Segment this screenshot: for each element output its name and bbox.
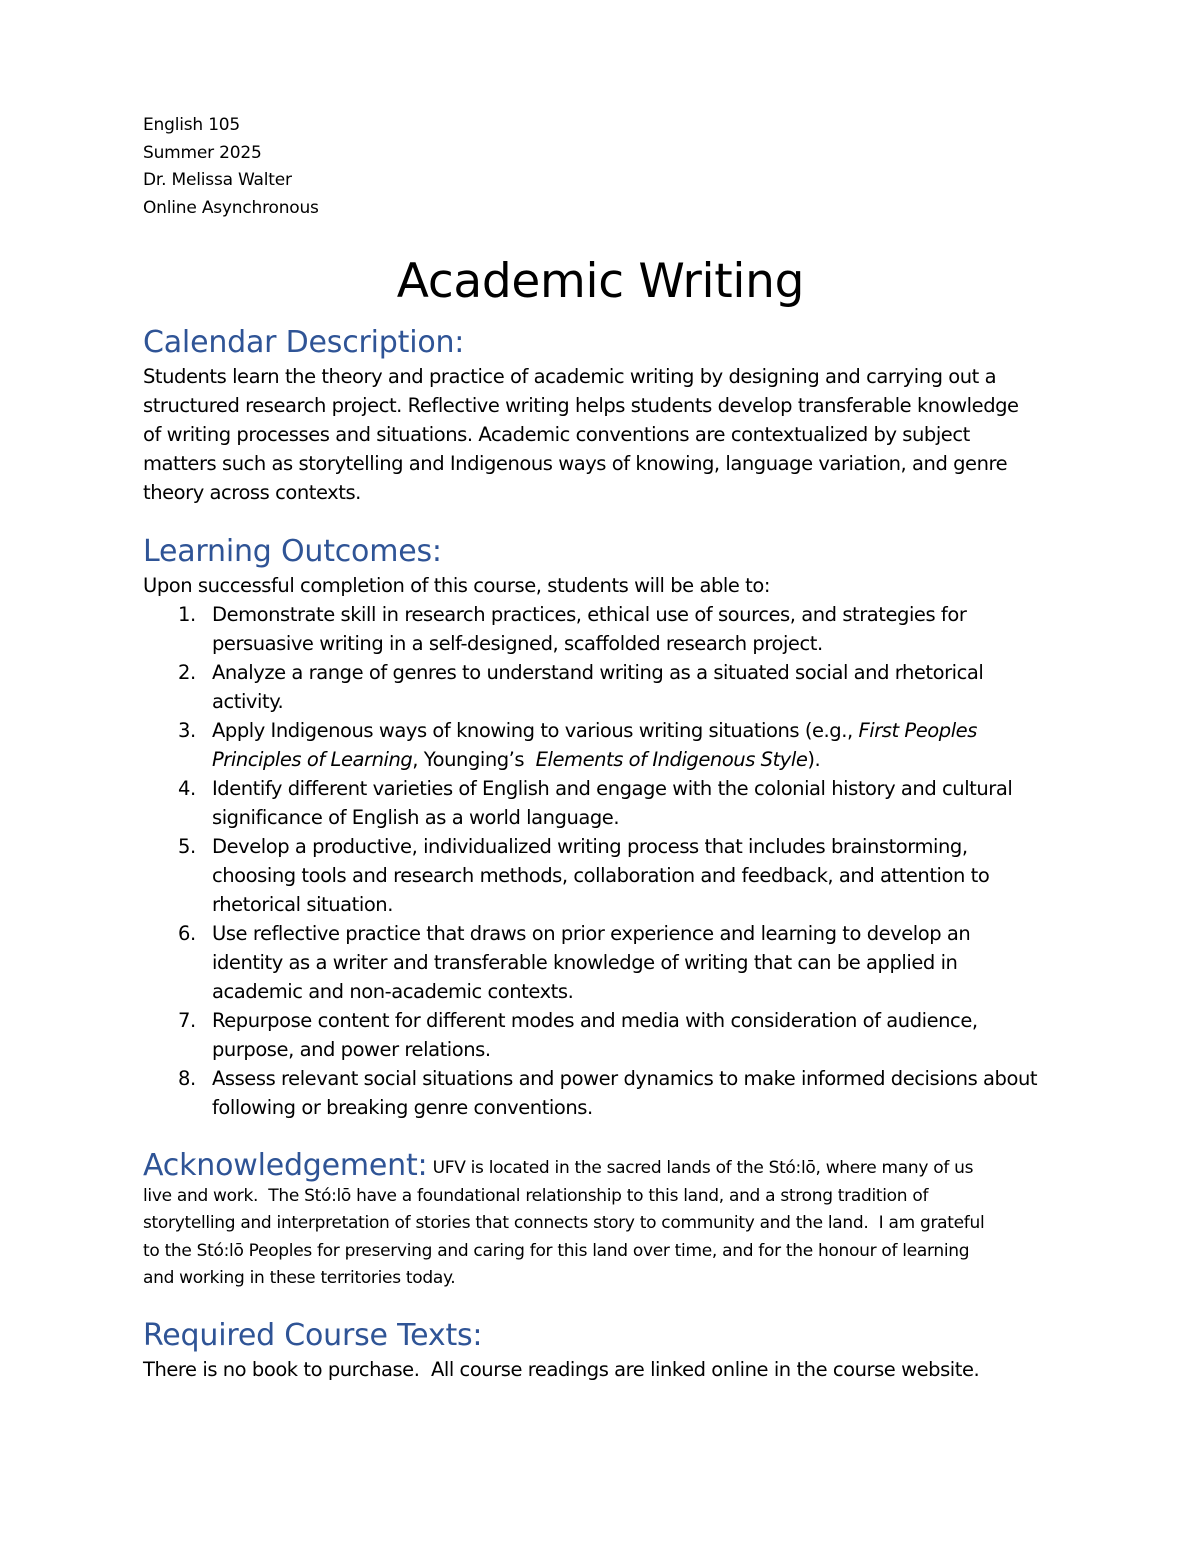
outcome-text-part: Apply Indigenous ways of knowing to various writing situations (e.g., <box>212 719 859 742</box>
course-format: Online Asynchronous <box>143 197 319 218</box>
required-texts-heading: Required Course Texts: <box>143 1317 483 1353</box>
outcome-text: following or breaking genre conventions. <box>212 1096 593 1119</box>
citation-title: First Peoples <box>858 719 977 742</box>
outcome-text: choosing tools and research methods, collaboration and feedback, and attention to <box>212 864 990 887</box>
course-header <box>143 112 1058 222</box>
calendar-description-text <box>143 362 1058 507</box>
course-term: Summer 2025 <box>143 142 262 163</box>
acknowledgement-heading: Acknowledgement: <box>143 1148 428 1183</box>
learning-outcomes-list <box>143 600 1058 1122</box>
acknowledgement-text: UFV is located in the sacred lands of the Stó:lō, where many of us <box>432 1158 974 1178</box>
outcome-item <box>143 774 1058 832</box>
calendar-line: theory across contexts. <box>143 481 361 504</box>
outcome-text: activity. <box>212 690 284 713</box>
outcome-item <box>143 1006 1058 1064</box>
outcome-text: academic and non-academic contexts. <box>212 980 574 1003</box>
learning-outcomes-intro: Upon successful completion of this course, students will be able to: <box>143 574 770 597</box>
outcome-item <box>143 600 1058 658</box>
outcome-text: Use reflective practice that draws on prior experience and learning to develop an <box>212 922 971 945</box>
citation-title: Elements of Indigenous Style <box>535 748 808 771</box>
course-code: English 105 <box>143 115 241 135</box>
outcome-text: Demonstrate skill in research practices, ethical use of sources, and strategies for <box>212 603 967 626</box>
outcome-text: purpose, and power relations. <box>212 1038 491 1061</box>
calendar-description-heading: Calendar Description: <box>143 325 465 360</box>
outcome-item <box>143 658 1058 716</box>
outcome-number: 4. <box>178 777 196 800</box>
outcome-text: persuasive writing in a self-designed, scaffolded research project. <box>212 632 823 655</box>
acknowledgement-line: live and work. The Stó:lō have a foundational relationship to this land, and a strong tradition of <box>143 1185 929 1206</box>
outcome-text: Identify different varieties of English and engage with the colonial history and cultural <box>212 777 1013 800</box>
outcome-item <box>143 716 1058 774</box>
acknowledgement-section <box>143 1148 1058 1293</box>
acknowledgement-line: to the Stó:lō Peoples for preserving and caring for this land over time, and for the honour of learning <box>143 1240 970 1261</box>
acknowledgement-line: and working in these territories today. <box>143 1268 456 1288</box>
outcome-text <box>212 716 1058 745</box>
learning-outcomes-heading: Learning Outcomes: <box>143 534 442 569</box>
outcome-number: 8. <box>178 1067 196 1090</box>
calendar-line: of writing processes and situations. Academic conventions are contextualized by subject <box>143 423 970 446</box>
required-texts-body: There is no book to purchase. All course readings are linked online in the course website. <box>143 1357 980 1381</box>
outcome-number: 1. <box>178 603 196 626</box>
outcome-text: Repurpose content for different modes and media with consideration of audience, <box>212 1009 978 1032</box>
outcome-text <box>212 745 1058 774</box>
course-instructor: Dr. Melissa Walter <box>143 170 292 190</box>
outcome-text: Analyze a range of genres to understand writing as a situated social and rhetorical <box>212 661 984 684</box>
outcome-number: 5. <box>178 835 196 858</box>
calendar-line: structured research project. Reflective writing helps students develop transferable knowledge <box>143 394 1019 417</box>
citation-title: Principles of Learning <box>212 748 413 771</box>
calendar-line: matters such as storytelling and Indigenous ways of knowing, language variation, and genre <box>143 452 1008 475</box>
outcome-item <box>143 832 1058 919</box>
outcome-item <box>143 919 1058 1006</box>
outcome-text: identity as a writer and transferable knowledge of writing that can be applied in <box>212 951 958 974</box>
outcome-text: Develop a productive, individualized writing process that includes brainstorming, <box>212 835 968 858</box>
outcome-number: 6. <box>178 922 196 945</box>
calendar-line: Students learn the theory and practice of academic writing by designing and carrying out a <box>143 365 997 388</box>
outcome-text: significance of English as a world language. <box>212 806 620 829</box>
acknowledgement-line: storytelling and interpretation of stories that connects story to community and the land. I am grateful <box>143 1213 985 1233</box>
outcome-text: rhetorical situation. <box>212 893 393 916</box>
document-page <box>143 112 1058 1384</box>
document-title: Academic Writing <box>396 254 805 309</box>
outcome-number: 3. <box>178 719 196 742</box>
outcome-number: 2. <box>178 661 196 684</box>
outcome-text-part: , Younging’s <box>412 748 536 771</box>
acknowledgement-first-line <box>143 1148 1058 1183</box>
outcome-text-part: ). <box>807 748 821 771</box>
outcome-number: 7. <box>178 1009 196 1032</box>
outcome-text: Assess relevant social situations and power dynamics to make informed decisions about <box>212 1067 1038 1090</box>
outcome-item <box>143 1064 1058 1122</box>
